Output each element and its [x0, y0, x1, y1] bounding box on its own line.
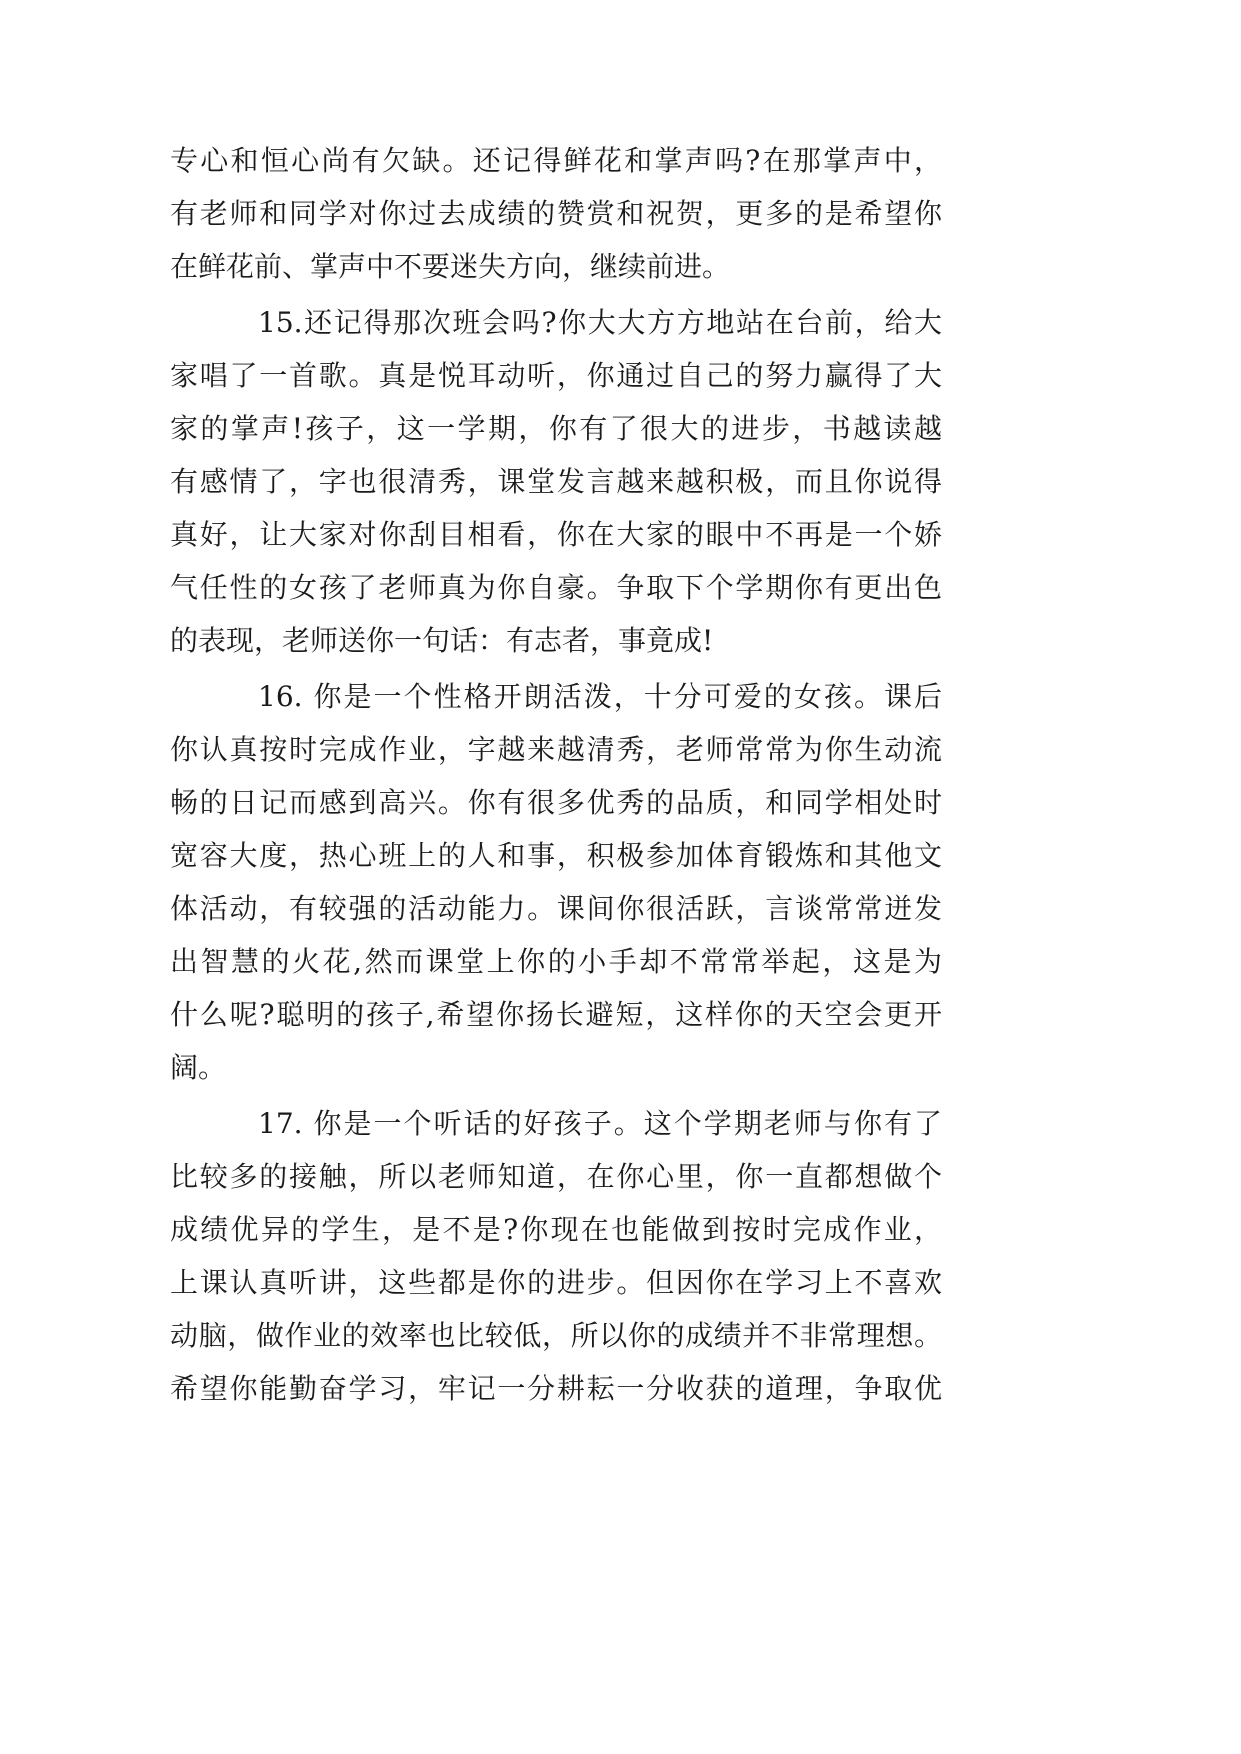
paragraph-continuation: [170, 134, 942, 293]
paragraph-17: [170, 1097, 942, 1415]
text-line: 有感情了，字也很清秀，课堂发言越来越积极，而且你说得: [170, 465, 942, 498]
text-line: 在鲜花前、掌声中不要迷失方向，继续前进。: [170, 250, 731, 283]
text-line: 出智慧的火花,然而课堂上你的小手却不常常举起，这是为: [170, 945, 942, 978]
text-line: 体活动，有较强的活动能力。课间你很活跃，言谈常常迸发: [170, 892, 942, 925]
text-line: 宽容大度，热心班上的人和事，积极参加体育锻炼和其他文: [170, 839, 942, 872]
text-line: 比较多的接触，所以老师知道，在你心里，你一直都想做个: [170, 1160, 942, 1193]
text-line: 阔。: [170, 1051, 227, 1084]
text-line: 家唱了一首歌。真是悦耳动听，你通过自己的努力赢得了大: [170, 359, 942, 392]
text-line: 上课认真听讲，这些都是你的进步。但因你在学习上不喜欢: [170, 1266, 942, 1299]
text-line: 真好，让大家对你刮目相看，你在大家的眼中不再是一个娇: [170, 518, 942, 551]
text-line: 气任性的女孩了老师真为你自豪。争取下个学期你有更出色: [170, 571, 942, 604]
paragraph-15: [170, 296, 942, 667]
document-page: [170, 134, 942, 1415]
text-line: 什么呢?聪明的孩子,希望你扬长避短，这样你的天空会更开: [170, 998, 942, 1031]
text-line: 有老师和同学对你过去成绩的赞赏和祝贺，更多的是希望你: [170, 197, 942, 230]
text-line: 17. 你是一个听话的好孩子。这个学期老师与你有了: [258, 1107, 942, 1140]
paragraph-16: [170, 670, 942, 1094]
text-line: 家的掌声!孩子，这一学期，你有了很大的进步，书越读越: [170, 412, 942, 445]
text-line: 你认真按时完成作业，字越来越清秀，老师常常为你生动流: [170, 733, 942, 766]
text-line: 16. 你是一个性格开朗活泼，十分可爱的女孩。课后: [258, 680, 942, 713]
text-line: 专心和恒心尚有欠缺。还记得鲜花和掌声吗?在那掌声中，: [170, 144, 942, 177]
text-line: 成绩优异的学生，是不是?你现在也能做到按时完成作业，: [170, 1213, 942, 1246]
text-line: 希望你能勤奋学习，牢记一分耕耘一分收获的道理，争取优: [170, 1372, 942, 1405]
text-line: 动脑，做作业的效率也比较低，所以你的成绩并不非常理想。: [170, 1319, 942, 1352]
text-line: 15.还记得那次班会吗?你大大方方地站在台前，给大: [258, 306, 942, 339]
text-line: 畅的日记而感到高兴。你有很多优秀的品质，和同学相处时: [170, 786, 942, 819]
text-line: 的表现，老师送你一句话：有志者，事竟成!: [170, 624, 714, 657]
